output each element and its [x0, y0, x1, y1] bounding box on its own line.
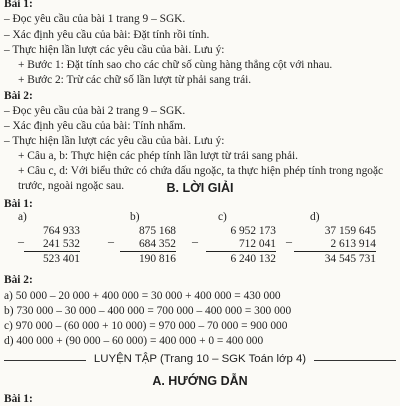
calc-a — [18, 211, 80, 271]
practice-heading: A. HƯỚNG DẪN — [152, 374, 248, 388]
calc-d — [286, 211, 376, 271]
guide-bai2-line: + Câu a, b: Thực hiện các phép tính lần lượt từ trái sang phải. — [18, 150, 299, 162]
calc-label: a) — [18, 211, 27, 223]
calc-result: 34 545 731 — [324, 253, 376, 265]
guide-bai2-line: trước, ngoài ngoặc sau. — [18, 180, 125, 192]
calc-result: 523 401 — [42, 253, 80, 265]
guide-bai2-title: Bài 2: — [4, 90, 33, 102]
solution-bai2-line: b) 730 000 – 30 000 – 400 000 = 700 000 – 400 000 = 300 000 — [4, 305, 292, 317]
minus-sign: – — [192, 234, 198, 248]
solution-heading: B. LỜI GIẢI — [166, 181, 234, 195]
guide-bai1-line: + Bước 1: Đặt tính sao cho các chữ số cùng hàng thẳng cột với nhau. — [18, 59, 333, 71]
calc-subtrahend: 712 041 — [238, 238, 276, 250]
calc-subtrahend: 684 352 — [138, 238, 176, 250]
guide-bai2-line: – Đọc yêu cầu của bài 2 trang 9 – SGK. — [4, 105, 186, 117]
calc-label: d) — [310, 211, 320, 223]
guide-bai1-line: + Bước 2: Trừ các chữ số lần lượt từ phải sang trái. — [18, 74, 252, 86]
calc-label: b) — [130, 211, 140, 223]
calc-subtrahend: 241 532 — [42, 238, 80, 250]
calc-rule — [24, 251, 80, 252]
minus-sign: – — [286, 234, 292, 248]
calc-minuend: 37 159 645 — [324, 225, 376, 237]
solution-bai2-line: c) 970 000 – (60 000 + 10 000) = 970 000 – 70 000 = 900 000 — [4, 320, 288, 332]
solution-bai2-line: a) 50 000 – 20 000 + 400 000 = 30 000 + 400 000 = 430 000 — [4, 290, 281, 302]
guide-bai2-line: + Câu c, d: Với biểu thức có chứa dấu ngoặc, ta thực hiện phép tính trong ngoặc — [18, 165, 384, 177]
calc-result: 190 816 — [138, 253, 176, 265]
practice-banner-text: LUYỆN TẬP (Trang 10 – SGK Toán lớp 4) — [86, 353, 314, 365]
calc-rule — [120, 251, 176, 252]
calc-b — [108, 211, 176, 271]
guide-bai2-line: – Xác định yêu cầu của bài: Tính nhẩm. — [4, 120, 186, 132]
guide-bai1-line: – Đọc yêu cầu của bài 1 trang 9 – SGK. — [4, 13, 186, 25]
practice-bai1-title: Bài 1: — [4, 393, 33, 405]
calc-result: 6 240 132 — [230, 253, 276, 265]
calc-rule — [294, 251, 376, 252]
minus-sign: – — [18, 234, 24, 248]
calc-subtrahend: 2 613 914 — [330, 238, 376, 250]
calc-minuend: 764 933 — [42, 225, 80, 237]
practice-banner — [0, 353, 400, 365]
calc-c — [192, 211, 276, 271]
guide-bai1-line: – Xác định yêu cầu của bài: Đặt tính rồi tính. — [4, 29, 210, 41]
solution-bai2-line: d) 400 000 + (90 000 – 60 000) = 400 000 + 0 = 400 000 — [4, 335, 264, 347]
calc-minuend: 6 952 173 — [230, 225, 276, 237]
minus-sign: – — [108, 234, 114, 248]
guide-bai1-title: Bài 1: — [4, 0, 33, 10]
guide-bai1-line: – Thực hiện lần lượt các yêu cầu của bài. Lưu ý: — [4, 44, 225, 56]
calc-label: c) — [218, 211, 227, 223]
calc-rule — [206, 251, 276, 252]
solution-bai1-title: Bài 1: — [4, 198, 33, 210]
guide-bai2-line: – Thực hiện lần lượt các yêu cầu của bài. Lưu ý: — [4, 135, 225, 147]
solution-bai2-title: Bài 2: — [4, 274, 33, 286]
calc-minuend: 875 168 — [138, 225, 176, 237]
